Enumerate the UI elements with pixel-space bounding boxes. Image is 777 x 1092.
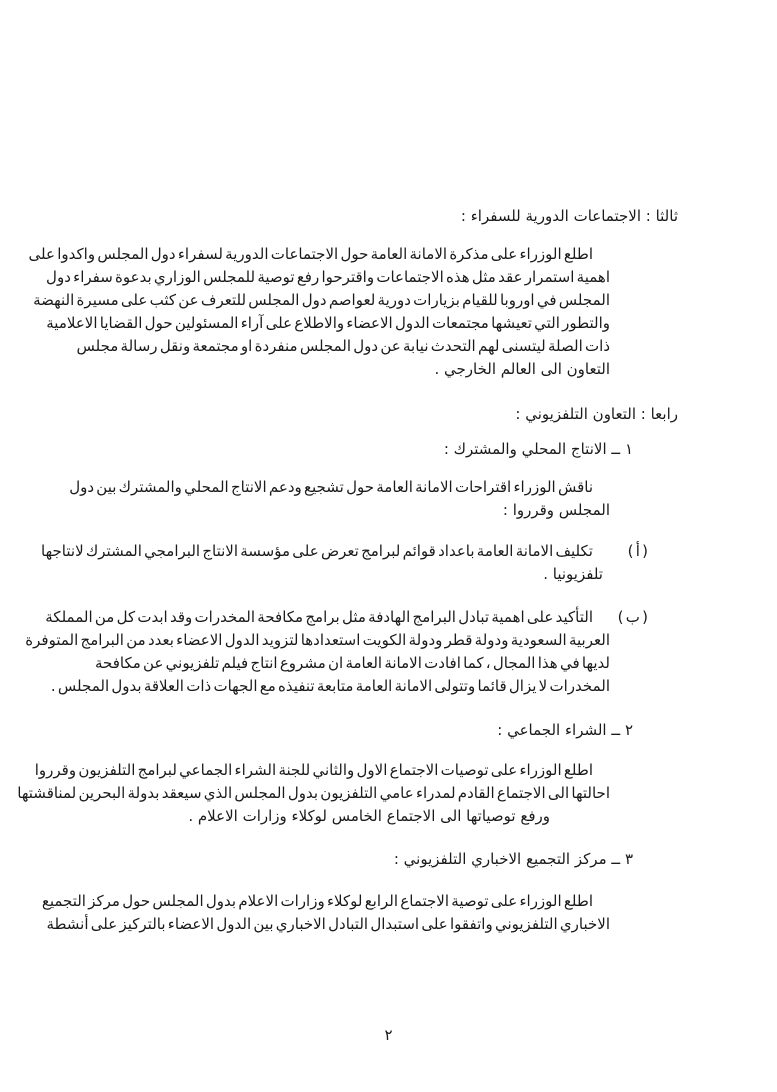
- item-line: المخدرات لا يزال قائما وتتولى الامانة العامة متابعة تنفيذه مع الجهات ذات العلاقة بدول المجلس .: [50, 677, 610, 695]
- subsection-heading-2-collective-purchase: ٢ ــ الشراء الجماعي :: [497, 721, 633, 739]
- lettered-item-a: [41, 540, 678, 586]
- section-heading-third: ثالثا : الاجتماعات الدورية للسفراء :: [460, 207, 678, 225]
- paragraph-line: اطلع الوزراء على توصيات الاجتماع الاول والثاني للجنة الشراء الجماعي لبرامج التلفزيون وقرروا: [34, 761, 593, 779]
- item-line: [41, 540, 648, 563]
- paragraph-news-gathering: [41, 890, 678, 936]
- paragraph-local-production: [69, 476, 678, 522]
- paragraph-line: المجلس في اوروبا للقيام بزيارات دورية لعواصم دول المجلس للتعرف عن كثب على مسيرة النهضة: [33, 291, 610, 309]
- paragraph-line: التعاون الى العالم الخارجي .: [434, 360, 610, 378]
- item-line: [45, 606, 648, 629]
- item-text: تكليف الامانة العامة باعداد قوائم لبرامج تعرض على مؤسسة الانتاج البرامجي المشترك لانتاجها: [41, 542, 593, 560]
- item-marker-b: ( ب ): [617, 608, 648, 626]
- paragraph-ambassadors-meetings: [28, 243, 678, 381]
- paragraph-line: ناقش الوزراء اقتراحات الامانة العامة حول تشجيع ودعم الانتاج المحلي والمشترك بين دول: [69, 478, 593, 496]
- item-marker-a: ( أ ): [627, 542, 648, 560]
- text-column: [17, 0, 678, 936]
- subsection-heading-1-local-production: ١ ــ الانتاج المحلي والمشترك :: [443, 440, 633, 458]
- paragraph-line: اطلع الوزراء على توصية الاجتماع الرابع لوكلاء وزارات الاعلام بدول المجلس حول مركز التجميع: [41, 892, 593, 910]
- paragraph-line: احالتها الى الاجتماع القادم لمدراء عامي التلفزيون بدول المجلس الذي سيعقد بدولة البحرين لمناقشتها: [17, 784, 610, 802]
- paragraph-collective-purchase: [17, 759, 678, 828]
- paragraph-line: الاخباري التلفزيوني واتفقوا على استبدال التبادل الاخباري بين الدول الاعضاء بالتركيز على أنشطة: [46, 915, 610, 933]
- paragraph-line: ورفع توصياتها الى الاجتماع الخامس لوكلاء وزارات الاعلام .: [188, 807, 550, 825]
- item-line: تلفزيونيا .: [543, 565, 603, 583]
- item-line: لديها في هذا المجال ، كما افادت الامانة العامة ان مشروع انتاج فيلم تلفزيوني عن مكافحة: [94, 654, 610, 672]
- paragraph-line: المجلس وقرروا :: [502, 501, 610, 519]
- paragraph-line: ذات الصلة ليتسنى لهم التحدث نيابة عن دول المجلس منفردة او مجتمعة ونقل رسالة مجلس: [76, 337, 610, 355]
- section-heading-fourth: رابعا : التعاون التلفزيوني :: [515, 405, 678, 423]
- paragraph-line: والتطور التي تعيشها مجتمعات الدول الاعضاء والاطلاع على آراء المسئولين حول القضايا الاعلامية: [46, 314, 610, 332]
- page-number: ٢: [384, 1026, 393, 1044]
- item-line: العربية السعودية ودولة قطر ودولة الكويت استعدادها لتزويد الدول الاعضاء بعدد من البرامج المتوفرة: [25, 631, 610, 649]
- lettered-item-b: [25, 606, 678, 698]
- item-text: التأكيد على اهمية تبادل البرامج الهادفة مثل برامج مكافحة المخدرات وقد ابدت كل من المملكة: [45, 608, 593, 626]
- paragraph-line: اهمية استمرار عقد مثل هذه الاجتماعات واقترحوا رفع توصية للمجلس الوزاري بدعوة سفراء دول: [46, 268, 610, 286]
- paragraph-line: اطلع الوزراء على مذكرة الامانة العامة حول الاجتماعات الدورية لسفراء دول المجلس واكدوا على: [28, 245, 593, 263]
- subsection-heading-3-news-gathering-center: ٣ ــ مركز التجميع الاخباري التلفزيوني :: [393, 850, 633, 868]
